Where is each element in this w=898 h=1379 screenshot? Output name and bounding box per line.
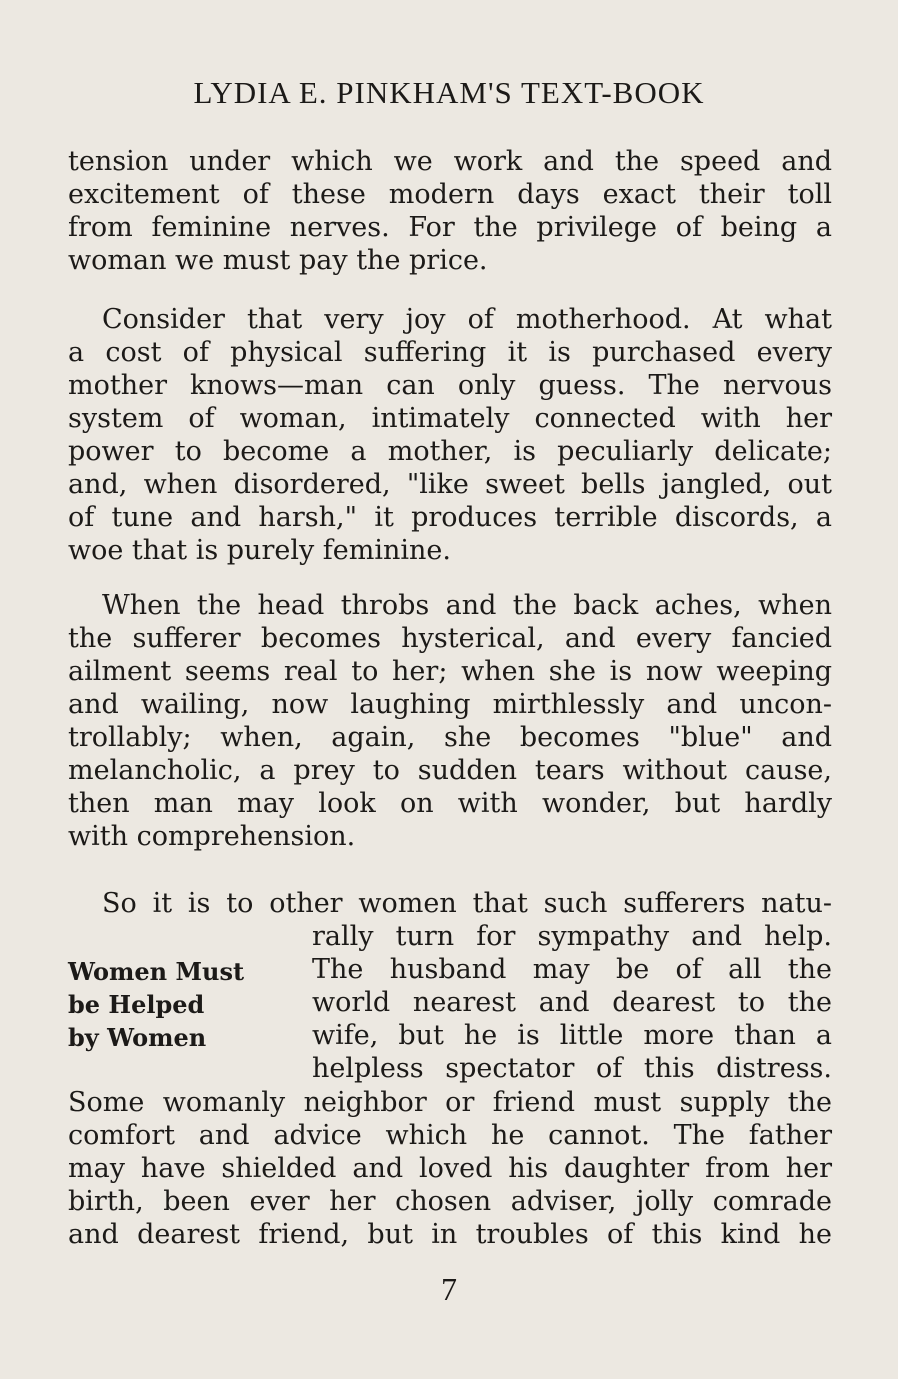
text-line: ailment seems real to her; when she is now weeping: [68, 656, 832, 687]
paragraph-4-indented-block: [312, 920, 832, 1085]
text-line: the sufferer becomes hysterical, and every fancied: [68, 623, 832, 654]
side-heading-line: be Helped: [68, 990, 205, 1019]
running-head: LYDIA E. PINKHAM'S TEXT-BOOK: [193, 75, 705, 110]
text-line: trollably; when, again, she becomes "blue" and: [68, 722, 832, 753]
paragraph-3: [68, 589, 832, 853]
text-line: Consider that very joy of motherhood. At what: [102, 304, 832, 335]
text-line: woe that is purely feminine.: [68, 535, 451, 566]
text-line: rally turn for sympathy and help.: [312, 921, 832, 952]
paragraph-4-continuation: [68, 1086, 832, 1251]
text-line: wife, but he is little more than a: [312, 1020, 832, 1051]
text-line: world nearest and dearest to the: [312, 987, 832, 1018]
text-line: melancholic, a prey to sudden tears without cause,: [68, 755, 832, 786]
text-line: comfort and advice which he cannot. The father: [68, 1120, 832, 1151]
text-line: helpless spectator of this distress.: [312, 1053, 832, 1084]
text-line: woman we must pay the price.: [68, 245, 488, 276]
side-heading-line: by Women: [68, 1023, 207, 1052]
paragraph-4-first-line: [68, 887, 832, 920]
text-line: The husband may be of all the: [312, 954, 832, 985]
text-line: tension under which we work and the speed and: [68, 146, 832, 177]
text-line: power to become a mother, is peculiarly delicate;: [68, 436, 832, 467]
text-line: may have shielded and loved his daughter from her: [68, 1153, 832, 1184]
text-line: and dearest friend, but in troubles of this kind he: [68, 1219, 832, 1250]
text-line: So it is to other women that such sufferers natu-: [102, 888, 832, 919]
side-heading-line: Women Must: [68, 957, 245, 986]
text-line: system of woman, intimately connected with her: [68, 403, 832, 434]
paragraph-1: [68, 145, 832, 277]
text-line: When the head throbs and the back aches, when: [102, 590, 832, 621]
text-line: with comprehension.: [68, 821, 356, 852]
page-number: 7: [441, 1271, 457, 1307]
text-line: excitement of these modern days exact their toll: [68, 179, 832, 210]
text-line: from feminine nerves. For the privilege of being a: [68, 212, 832, 243]
text-line: then man may look on with wonder, but hardly: [68, 788, 832, 819]
text-line: a cost of physical suffering it is purchased every: [68, 337, 832, 368]
text-line: mother knows—man can only guess. The nervous: [68, 370, 832, 401]
text-line: birth, been ever her chosen adviser, jolly comrade: [68, 1186, 832, 1217]
side-heading: [68, 955, 244, 1054]
text-line: and wailing, now laughing mirthlessly and uncon-: [68, 689, 832, 720]
text-line: of tune and harsh," it produces terrible discords, a: [68, 502, 832, 533]
paragraph-2: [68, 303, 832, 567]
text-line: and, when disordered, "like sweet bells jangled, out: [68, 469, 832, 500]
text-line: Some womanly neighbor or friend must supply the: [68, 1087, 832, 1118]
